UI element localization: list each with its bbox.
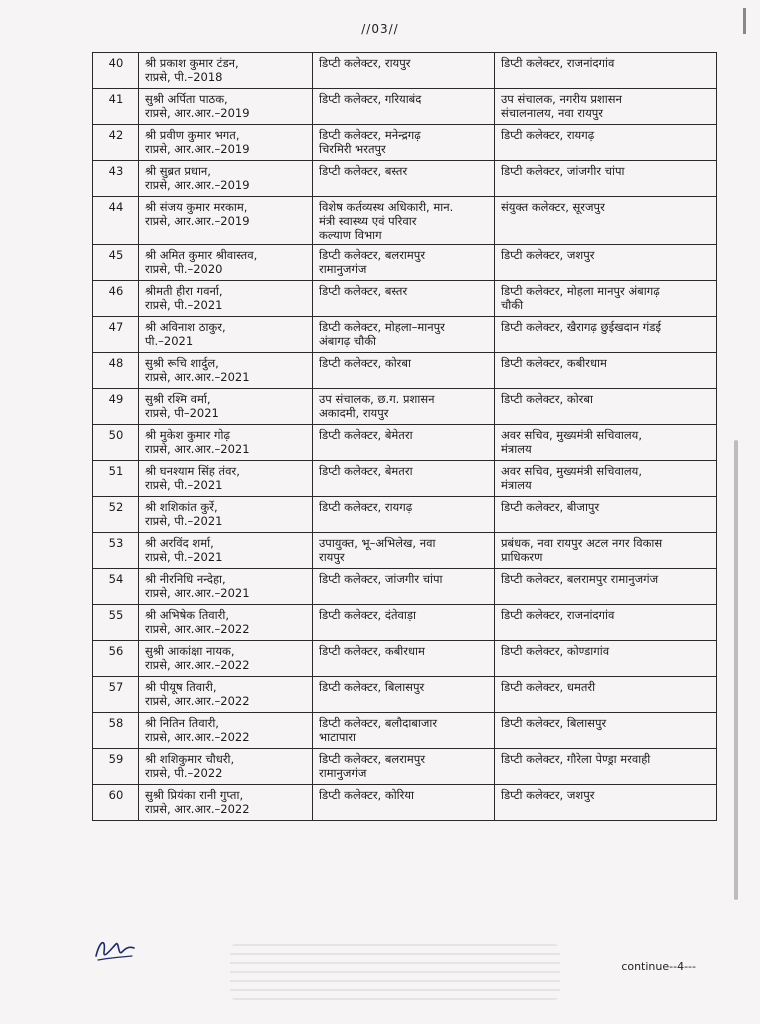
current-posting-cell	[313, 569, 495, 605]
new-posting-cell	[495, 677, 717, 713]
officer-name-cell	[139, 497, 313, 533]
officer-name-cell	[139, 125, 313, 161]
new-posting-cell	[495, 641, 717, 677]
table-row	[93, 677, 717, 713]
cell-text-line: मंत्री स्वास्थ्य एवं परिवार	[319, 214, 417, 228]
cell-text-line: डिप्टी कलेक्टर, कोरबा	[319, 356, 411, 370]
cell-text-line: डिप्टी कलेक्टर, बस्तर	[319, 284, 408, 298]
serial-number: 54	[93, 569, 139, 605]
serial-number: 47	[93, 317, 139, 353]
cell-text-line: राप्रसे, आर.आर.–2022	[145, 622, 250, 636]
cell-text-line: डिप्टी कलेक्टर, जांजगीर चांपा	[501, 164, 625, 178]
cell-text-line: श्री पीयूष तिवारी,	[145, 680, 217, 694]
current-posting-cell	[313, 605, 495, 641]
cell-text-line: सुश्री आकांक्षा नायक,	[145, 644, 235, 658]
serial-number: 40	[93, 53, 139, 89]
cell-text-line: राप्रसे, आर.आर.–2022	[145, 694, 250, 708]
serial-number: 50	[93, 425, 139, 461]
current-posting-cell	[313, 461, 495, 497]
current-posting-cell	[313, 245, 495, 281]
cell-text-line: डिप्टी कलेक्टर, मोहला मानपुर अंबागढ़	[501, 284, 660, 298]
cell-text-line: डिप्टी कलेक्टर, बीजापुर	[501, 500, 600, 514]
officer-name-cell	[139, 425, 313, 461]
cell-text-line: डिप्टी कलेक्टर, बेमेतरा	[319, 428, 413, 442]
cell-text-line: राप्रसे, आर.आर.–2022	[145, 802, 250, 816]
officer-name-cell	[139, 461, 313, 497]
table-row	[93, 605, 717, 641]
cell-text-line: डिप्टी कलेक्टर, दंतेवाड़ा	[319, 608, 417, 622]
current-posting-cell	[313, 785, 495, 821]
new-posting-cell	[495, 53, 717, 89]
signature	[92, 930, 138, 964]
cell-text-line: सुश्री प्रियंका रानी गुप्ता,	[145, 788, 244, 802]
new-posting-cell	[495, 605, 717, 641]
cell-text-line: सुश्री अर्पिता पाठक,	[145, 92, 228, 106]
new-posting-cell	[495, 569, 717, 605]
cell-text-line: राप्रसे, आर.आर.–2019	[145, 106, 250, 120]
cell-text-line: डिप्टी कलेक्टर, रायगढ़	[319, 500, 413, 514]
new-posting-cell	[495, 713, 717, 749]
new-posting-cell	[495, 245, 717, 281]
officer-name-cell	[139, 713, 313, 749]
new-posting-cell	[495, 281, 717, 317]
cell-text-line: श्री अभिषेक तिवारी,	[145, 608, 230, 622]
serial-number: 49	[93, 389, 139, 425]
cell-text-line: मंत्रालय	[501, 478, 532, 492]
cell-text-line: राप्रसे, आर.आर.–2019	[145, 142, 250, 156]
new-posting-cell	[495, 461, 717, 497]
table-row	[93, 353, 717, 389]
cell-text-line: राप्रसे, पी.–2021	[145, 514, 223, 528]
current-posting-cell	[313, 641, 495, 677]
cell-text-line: राप्रसे, पी.–2018	[145, 70, 223, 84]
cell-text-line: राप्रसे, आर.आर.–2022	[145, 730, 250, 744]
table-row	[93, 53, 717, 89]
table-row	[93, 161, 717, 197]
faded-stamp-text	[230, 944, 560, 1000]
officer-name-cell	[139, 605, 313, 641]
cell-text-line: राप्रसे, पी.–2021	[145, 478, 223, 492]
cell-text-line: संयुक्त कलेक्टर, सूरजपुर	[501, 200, 605, 214]
cell-text-line: चौकी	[501, 298, 524, 312]
table-row	[93, 641, 717, 677]
cell-text-line: रायपुर	[319, 550, 345, 564]
cell-text-line: डिप्टी कलेक्टर, कोरबा	[501, 392, 593, 406]
cell-text-line: डिप्टी कलेक्टर, गरियाबंद	[319, 92, 422, 106]
table-row	[93, 245, 717, 281]
new-posting-cell	[495, 785, 717, 821]
officer-name-cell	[139, 53, 313, 89]
new-posting-cell	[495, 317, 717, 353]
table-row	[93, 125, 717, 161]
cell-text-line: डिप्टी कलेक्टर, जशपुर	[501, 788, 595, 802]
cell-text-line: डिप्टी कलेक्टर, बिलासपुर	[501, 716, 607, 730]
current-posting-cell	[313, 53, 495, 89]
new-posting-cell	[495, 497, 717, 533]
cell-text-line: श्री संजय कुमार मरकाम,	[145, 200, 248, 214]
serial-number: 44	[93, 197, 139, 245]
cell-text-line: श्री नीरनिधि नन्देहा,	[145, 572, 226, 586]
cell-text-line: श्री अमित कुमार श्रीवास्तव,	[145, 248, 258, 262]
serial-number: 59	[93, 749, 139, 785]
current-posting-cell	[313, 125, 495, 161]
cell-text-line: श्री प्रवीण कुमार भगत,	[145, 128, 240, 142]
officer-name-cell	[139, 281, 313, 317]
cell-text-line: डिप्टी कलेक्टर, बलौदाबाजार	[319, 716, 438, 730]
officer-name-cell	[139, 389, 313, 425]
officer-name-cell	[139, 197, 313, 245]
cell-text-line: डिप्टी कलेक्टर, कोरिया	[319, 788, 415, 802]
officer-name-cell	[139, 677, 313, 713]
table-row	[93, 461, 717, 497]
page-edge-mark	[743, 8, 746, 34]
cell-text-line: डिप्टी कलेक्टर, कोण्डागांव	[501, 644, 610, 658]
cell-text-line: डिप्टी कलेक्टर, बिलासपुर	[319, 680, 425, 694]
cell-text-line: अकादमी, रायपुर	[319, 406, 389, 420]
new-posting-cell	[495, 389, 717, 425]
cell-text-line: उप संचालक, नगरीय प्रशासन	[501, 92, 622, 106]
cell-text-line: प्रबंधक, नवा रायपुर अटल नगर विकास	[501, 536, 663, 550]
table-row	[93, 569, 717, 605]
new-posting-cell	[495, 89, 717, 125]
cell-text-line: डिप्टी कलेक्टर, खैरागढ़ छुईखदान गंडई	[501, 320, 662, 334]
table-row	[93, 533, 717, 569]
current-posting-cell	[313, 161, 495, 197]
current-posting-cell	[313, 281, 495, 317]
cell-text-line: श्री शशिकांत कुर्रे,	[145, 500, 218, 514]
cell-text-line: मंत्रालय	[501, 442, 532, 456]
new-posting-cell	[495, 533, 717, 569]
cell-text-line: राप्रसे, आर.आर.–2019	[145, 178, 250, 192]
cell-text-line: राप्रसे, पी.–2020	[145, 262, 223, 276]
cell-text-line: श्री नितिन तिवारी,	[145, 716, 219, 730]
officer-name-cell	[139, 89, 313, 125]
new-posting-cell	[495, 353, 717, 389]
cell-text-line: डिप्टी कलेक्टर, बस्तर	[319, 164, 408, 178]
cell-text-line: रामानुजगंज	[319, 262, 367, 276]
cell-text-line: राप्रसे, आर.आर.–2021	[145, 442, 250, 456]
cell-text-line: राप्रसे, आर.आर.–2021	[145, 586, 250, 600]
serial-number: 48	[93, 353, 139, 389]
cell-text-line: अवर सचिव, मुख्यमंत्री सचिवालय,	[501, 464, 642, 478]
serial-number: 41	[93, 89, 139, 125]
cell-text-line: डिप्टी कलेक्टर, जांजगीर चांपा	[319, 572, 443, 586]
cell-text-line: डिप्टी कलेक्टर, राजनांदगांव	[501, 608, 615, 622]
current-posting-cell	[313, 497, 495, 533]
cell-text-line: डिप्टी कलेक्टर, मोहला–मानपुर	[319, 320, 445, 334]
officer-name-cell	[139, 641, 313, 677]
current-posting-cell	[313, 317, 495, 353]
cell-text-line: चिरमिरी भरतपुर	[319, 142, 386, 156]
current-posting-cell	[313, 533, 495, 569]
cell-text-line: विशेष कर्तव्यस्थ अधिकारी, मान.	[319, 200, 454, 214]
serial-number: 55	[93, 605, 139, 641]
cell-text-line: श्री मुकेश कुमार गोढ़	[145, 428, 230, 442]
cell-text-line: डिप्टी कलेक्टर, बेमतरा	[319, 464, 413, 478]
cell-text-line: श्रीमती हीरा गवर्ना,	[145, 284, 223, 298]
officer-name-cell	[139, 533, 313, 569]
current-posting-cell	[313, 389, 495, 425]
cell-text-line: राप्रसे, पी.–2021	[145, 550, 223, 564]
cell-text-line: रामानुजगंज	[319, 766, 367, 780]
serial-number: 43	[93, 161, 139, 197]
cell-text-line: उपायुक्त, भू–अभिलेख, नवा	[319, 536, 436, 550]
serial-number: 42	[93, 125, 139, 161]
cell-text-line: डिप्टी कलेक्टर, मनेन्द्रगढ़	[319, 128, 421, 142]
transfer-order-table	[92, 52, 717, 821]
serial-number: 57	[93, 677, 139, 713]
officer-name-cell	[139, 749, 313, 785]
table-row	[93, 497, 717, 533]
cell-text-line: डिप्टी कलेक्टर, गौरेला पेण्ड्रा मरवाही	[501, 752, 651, 766]
serial-number: 56	[93, 641, 139, 677]
current-posting-cell	[313, 713, 495, 749]
table-row	[93, 317, 717, 353]
serial-number: 58	[93, 713, 139, 749]
cell-text-line: डिप्टी कलेक्टर, बलरामपुर	[319, 752, 426, 766]
officer-name-cell	[139, 245, 313, 281]
table-row	[93, 425, 717, 461]
cell-text-line: श्री अरविंद शर्मा,	[145, 536, 214, 550]
cell-text-line: राप्रसे, पी.–2022	[145, 766, 223, 780]
table-row	[93, 785, 717, 821]
cell-text-line: डिप्टी कलेक्टर, राजनांदगांव	[501, 56, 615, 70]
transfer-rows	[93, 53, 717, 821]
officer-name-cell	[139, 161, 313, 197]
cell-text-line: राप्रसे, आर.आर.–2019	[145, 214, 250, 228]
page-number-marker: //03//	[361, 22, 399, 36]
current-posting-cell	[313, 425, 495, 461]
cell-text-line: श्री घनश्याम सिंह तंवर,	[145, 464, 240, 478]
officer-name-cell	[139, 353, 313, 389]
current-posting-cell	[313, 197, 495, 245]
table-row	[93, 389, 717, 425]
cell-text-line: भाटापारा	[319, 730, 357, 744]
current-posting-cell	[313, 89, 495, 125]
cell-text-line: श्री शशिकुमार चौधरी,	[145, 752, 235, 766]
cell-text-line: सुश्री रूचि शार्दुल,	[145, 356, 219, 370]
cell-text-line: पी.–2021	[145, 334, 194, 348]
cell-text-line: श्री प्रकाश कुमार टंडन,	[145, 56, 239, 70]
table-row	[93, 749, 717, 785]
cell-text-line: डिप्टी कलेक्टर, जशपुर	[501, 248, 595, 262]
cell-text-line: राप्रसे, पी.–2021	[145, 298, 223, 312]
cell-text-line: डिप्टी कलेक्टर, बलरामपुर रामानुजगंज	[501, 572, 659, 586]
cell-text-line: कल्याण विभाग	[319, 228, 382, 242]
table-row	[93, 281, 717, 317]
serial-number: 53	[93, 533, 139, 569]
cell-text-line: अवर सचिव, मुख्यमंत्री सचिवालय,	[501, 428, 642, 442]
new-posting-cell	[495, 425, 717, 461]
table-row	[93, 197, 717, 245]
serial-number: 46	[93, 281, 139, 317]
cell-text-line: राप्रसे, आर.आर.–2022	[145, 658, 250, 672]
officer-name-cell	[139, 785, 313, 821]
cell-text-line: डिप्टी कलेक्टर, कबीरधाम	[319, 644, 425, 658]
cell-text-line: राप्रसे, आर.आर.–2021	[145, 370, 250, 384]
new-posting-cell	[495, 197, 717, 245]
new-posting-cell	[495, 749, 717, 785]
current-posting-cell	[313, 677, 495, 713]
cell-text-line: सुश्री रश्मि वर्मा,	[145, 392, 211, 406]
cell-text-line: राप्रसे, पी–2021	[145, 406, 219, 420]
current-posting-cell	[313, 353, 495, 389]
cell-text-line: अंबागढ़ चौकी	[319, 334, 377, 348]
cell-text-line: डिप्टी कलेक्टर, कबीरधाम	[501, 356, 607, 370]
scrollbar[interactable]	[734, 440, 738, 900]
continue-note: continue--4---	[621, 960, 696, 973]
cell-text-line: प्राधिकरण	[501, 550, 543, 564]
new-posting-cell	[495, 161, 717, 197]
serial-number: 52	[93, 497, 139, 533]
current-posting-cell	[313, 749, 495, 785]
cell-text-line: उप संचालक, छ.ग. प्रशासन	[319, 392, 435, 406]
cell-text-line: संचालनालय, नवा रायपुर	[501, 106, 603, 120]
new-posting-cell	[495, 125, 717, 161]
serial-number: 45	[93, 245, 139, 281]
cell-text-line: डिप्टी कलेक्टर, बलरामपुर	[319, 248, 426, 262]
cell-text-line: डिप्टी कलेक्टर, रायपुर	[319, 56, 411, 70]
table-row	[93, 89, 717, 125]
table-row	[93, 713, 717, 749]
officer-name-cell	[139, 569, 313, 605]
cell-text-line: डिप्टी कलेक्टर, रायगढ़	[501, 128, 595, 142]
serial-number: 51	[93, 461, 139, 497]
cell-text-line: श्री सुब्रत प्रधान,	[145, 164, 211, 178]
serial-number: 60	[93, 785, 139, 821]
cell-text-line: डिप्टी कलेक्टर, धमतरी	[501, 680, 596, 694]
cell-text-line: श्री अविनाश ठाकुर,	[145, 320, 226, 334]
officer-name-cell	[139, 317, 313, 353]
